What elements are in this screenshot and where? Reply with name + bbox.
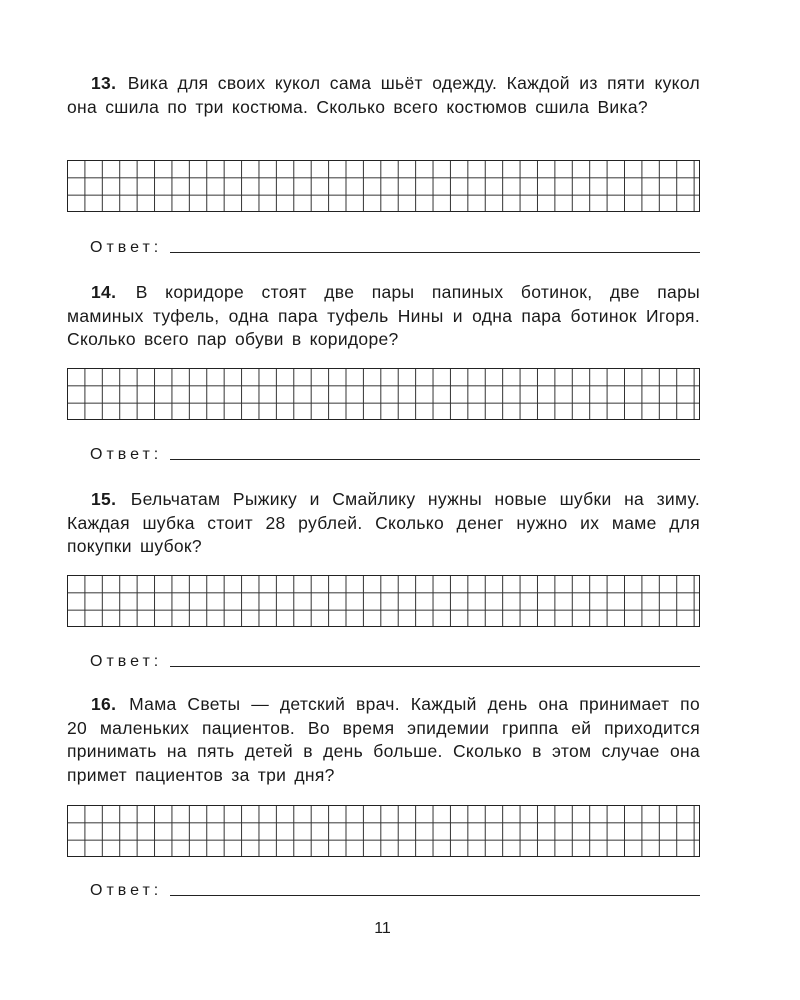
- task-number: 14.: [91, 282, 117, 302]
- task-13: [67, 72, 700, 119]
- answer-label: Ответ:: [90, 239, 163, 256]
- answer-row: [90, 235, 700, 257]
- answer-row: [90, 649, 700, 671]
- answer-label: Ответ:: [90, 882, 163, 899]
- task-13-text-block: [67, 72, 700, 119]
- calculation-grid[interactable]: [67, 368, 700, 420]
- answer-field[interactable]: [170, 458, 700, 460]
- task-text: Вика для своих кукол сама шьёт одежду. Каждой из пяти кукол она сшила по три костюма. Сколько всего костюмов сшила Вика?: [67, 73, 700, 117]
- answer-label: Ответ:: [90, 653, 163, 670]
- answer-field[interactable]: [170, 665, 700, 667]
- task-16: [67, 693, 700, 787]
- task-15: [67, 488, 700, 559]
- task-14-text-block: [67, 281, 700, 352]
- calculation-grid[interactable]: [67, 160, 700, 212]
- answer-field[interactable]: [170, 894, 700, 896]
- answer-field[interactable]: [170, 251, 700, 253]
- answer-row: [90, 878, 700, 900]
- calculation-grid[interactable]: [67, 805, 700, 857]
- task-number: 15.: [91, 489, 117, 509]
- task-14: [67, 281, 700, 352]
- task-number: 16.: [91, 694, 117, 714]
- task-text: Мама Светы — детский врач. Каждый день она принимает по 20 маленьких пациентов. Во время эпидемии гриппа ей приходится принимать на пять детей в день больше. Сколько в этом случае она примет пациентов за три дня?: [67, 694, 700, 785]
- task-number: 13.: [91, 73, 117, 93]
- calculation-grid[interactable]: [67, 575, 700, 627]
- task-text: В коридоре стоят две пары папиных ботинок, две пары маминых туфель, одна пара туфель Нины и одна пара ботинок Игоря. Сколько всего пар обуви в коридоре?: [67, 282, 700, 349]
- task-16-text-block: [67, 693, 700, 787]
- answer-label: Ответ:: [90, 446, 163, 463]
- task-text: Бельчатам Рыжику и Смайлику нужны новые шубки на зиму. Каждая шубка стоит 28 рублей. Сколько денег нужно их маме для покупки шубок?: [67, 489, 700, 556]
- page-number: 11: [374, 920, 391, 937]
- task-15-text-block: [67, 488, 700, 559]
- answer-row: [90, 442, 700, 464]
